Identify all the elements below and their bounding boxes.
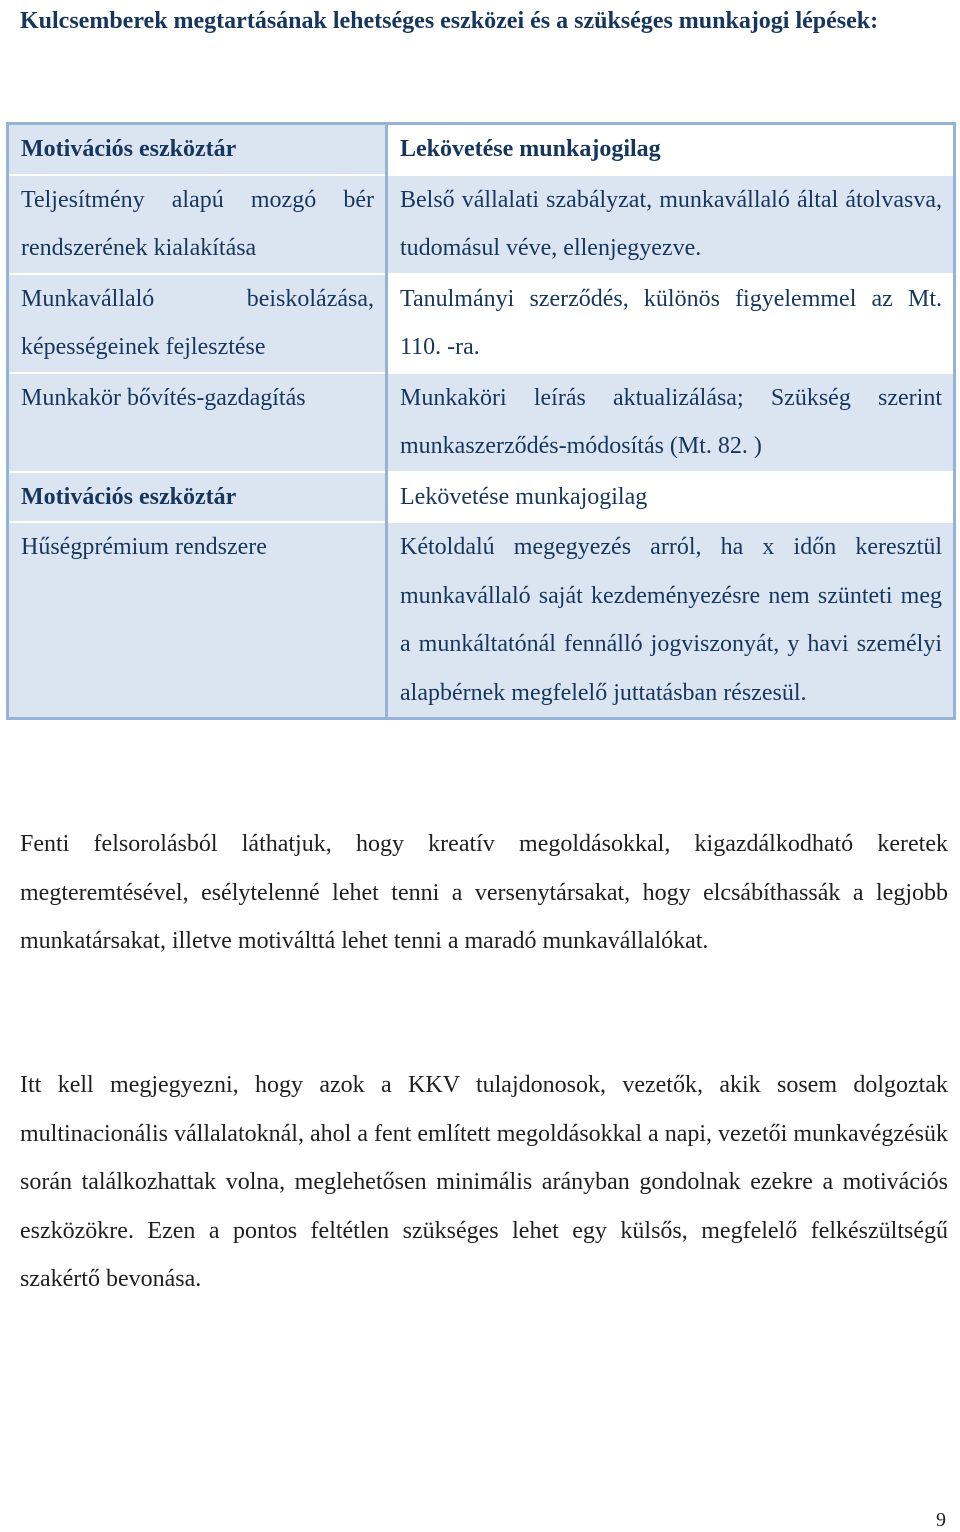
table-row <box>8 274 955 373</box>
cell-text: Munkavállaló beiskolázása, képességeinek fejlesztése <box>21 285 374 360</box>
cell-text: Munkakör bővítés-gazdagítás <box>21 384 306 411</box>
table-cell <box>387 472 955 523</box>
table-cell <box>8 124 387 175</box>
table-row <box>8 472 955 523</box>
body-paragraph: Fenti felsorolásból láthatjuk, hogy kreatív megoldásokkal, kigazdálkodható keretek megteremtésével, esélytelenné lehet tenni a versenytársakat, hogy elcsábíthassák a legjobb munkatársakat, illetve motiválttá lehet tenni a maradó munkavállalókat. <box>20 831 948 954</box>
table-cell <box>8 373 387 472</box>
cell-text: Hűségprémium rendszere <box>21 534 267 560</box>
table-row <box>8 373 955 472</box>
cell-text: Teljesítmény alapú mozgó bér rendszerének kialakítása <box>21 186 374 261</box>
cell-text: Munkaköri leírás aktualizálása; Szükség szerint munkaszerződés-módosítás (Mt. 82. ) <box>400 384 942 459</box>
table-cell <box>387 522 955 719</box>
table-cell <box>8 274 387 373</box>
table-cell <box>387 274 955 373</box>
cell-text: Lekövetése munkajogilag <box>400 136 661 162</box>
table-cell <box>387 175 955 274</box>
cell-text: Tanulmányi szerződés, különös figyelemmel az Mt. 110. -ra. <box>400 285 942 360</box>
table-row <box>8 175 955 274</box>
cell-text: Kétoldalú megegyezés arról, ha x időn keresztül munkavállaló saját kezdeményezésre nem szünteti meg a munkáltatónál fennálló jogviszonyát, y havi személyi alapbérnek megfelelő juttatásban részesül. <box>400 534 942 706</box>
cell-text: Belső vállalati szabályzat, munkavállaló által átolvasva, tudomásul véve, ellenjegyezve. <box>400 186 942 261</box>
cell-text: Motivációs eszköztár <box>21 483 237 510</box>
tools-table <box>6 122 953 720</box>
table-cell <box>8 175 387 274</box>
table-row <box>8 522 955 719</box>
section-heading: Kulcsemberek megtartásának lehetséges eszközei és a szükséges munkajogi lépések: <box>20 8 879 34</box>
table-cell <box>387 124 955 175</box>
cell-text: Motivációs eszköztár <box>21 136 237 162</box>
body-paragraph: Itt kell megjegyezni, hogy azok a KKV tulajdonosok, vezetők, akik sosem dolgoztak multinacionális vállalatoknál, ahol a fent említett megoldásokkal a napi, vezetői munkavégzésük során találkozhattak volna, meglehetősen minimális arányban gondolnak ezekre a motivációs eszközökre. Ezen a pontos feltétlen szükséges lehet egy külsős, megfelelő felkészültségű szakértő bevonása. <box>20 1072 948 1292</box>
page-number: 9 <box>936 1509 946 1531</box>
table-header-row <box>8 124 955 175</box>
cell-text: Lekövetése munkajogilag <box>400 483 648 510</box>
table-cell <box>8 472 387 523</box>
table-cell <box>387 373 955 472</box>
table-cell <box>8 522 387 719</box>
